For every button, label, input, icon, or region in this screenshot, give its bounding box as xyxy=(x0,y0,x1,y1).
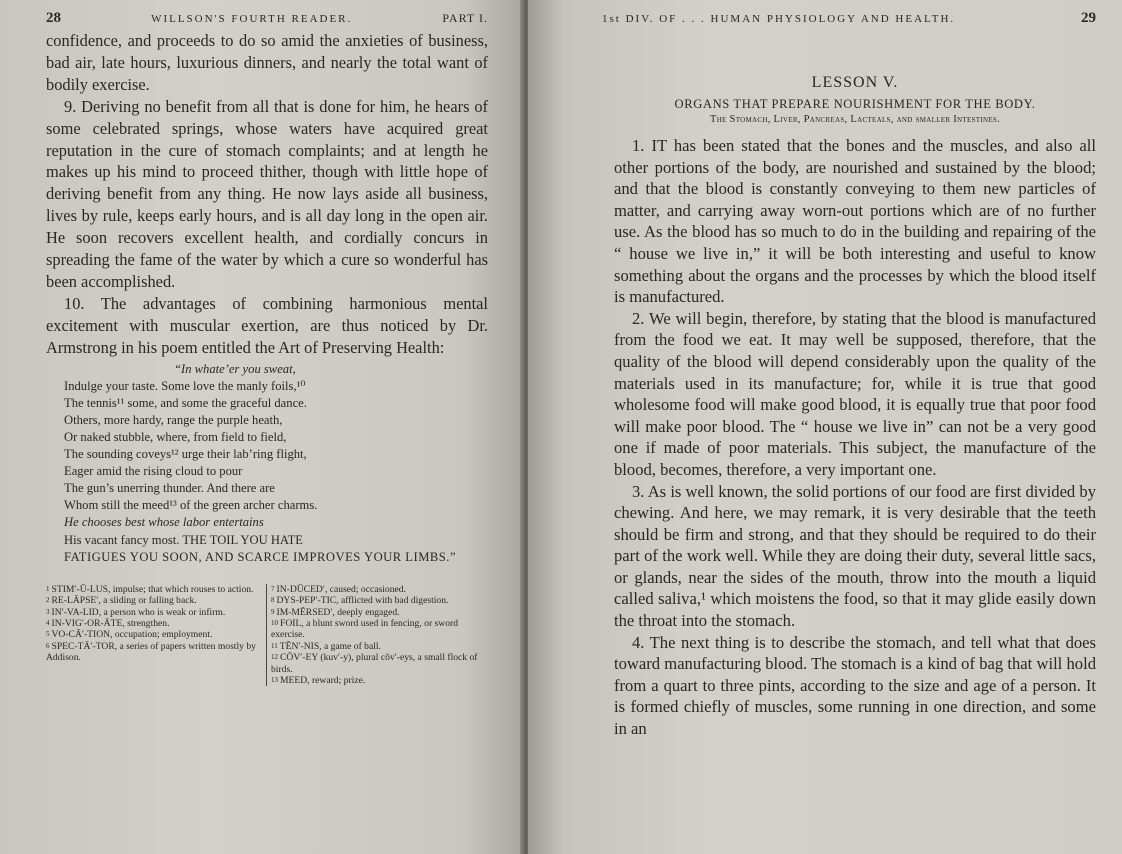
poem-line: Whom still the meed¹³ of the green archer charms. xyxy=(64,498,318,513)
footnote-text: VO-CĀ′-TION, occupation; employment. xyxy=(51,629,213,641)
right-paragraph: 2. We will begin, therefore, by stating that the blood is manufactured from the food we eat. It may well be supposed, therefore, that the quality of the blood will depend considerably upon the quality of the materials used in its manufacture; for, while it is true that good wholesome food will make good blood, it is equally true that poor food will make poor blood. The “ house we live in” can not be a very good one if made of poor materials. This subject, the manufacture of the blood, becomes, therefore, a very important one. xyxy=(614,308,1096,479)
right-paragraph: 4. The next thing is to describe the stomach, and tell what that does toward manufacturing blood. The stomach is a kind of bag that will hold from a quart to three pints, according to the size and age of a person. It is formed chiefly of muscles, some running in one direction, and some in an xyxy=(614,632,1096,739)
right-running-title: 1st DIV. OF . . . HUMAN PHYSIOLOGY AND HEALTH. xyxy=(602,13,956,25)
footnotes-column-right xyxy=(267,584,488,687)
lesson-subtitle: ORGANS THAT PREPARE NOURISHMENT FOR THE BODY. xyxy=(674,97,1036,111)
poem-line: FATIGUES YOU SOON, AND SCARCE IMPROVES YOUR LIMBS.” xyxy=(64,549,457,564)
poem-line: Eager amid the rising cloud to pour xyxy=(64,464,243,479)
footnote-number: 9 xyxy=(271,607,275,616)
footnote xyxy=(271,675,488,686)
footnote-number: 7 xyxy=(271,584,275,593)
footnote-number: 13 xyxy=(271,675,278,684)
footnote-number: 11 xyxy=(271,641,278,650)
footnote-number: 1 xyxy=(46,584,50,593)
lesson-subsubtitle: The Stomach, Liver, Pancreas, Lacteals, and smaller Intestines. xyxy=(709,114,1001,125)
footnote xyxy=(46,618,262,629)
poem-line: The gun’s unerring thunder. And there are xyxy=(64,481,275,496)
footnote xyxy=(271,607,488,618)
footnote xyxy=(46,607,262,618)
left-paragraph: confidence, and proceeds to do so amid the anxieties of business, bad air, late hours, luxurious dinners, and nearly the total want of bodily exercise. xyxy=(46,31,488,94)
footnote-number: 6 xyxy=(46,641,50,650)
right-page xyxy=(528,0,1122,854)
footnote-number: 5 xyxy=(46,630,50,639)
right-running-head xyxy=(602,6,1096,30)
footnote xyxy=(46,641,262,664)
footnote-text: IN-DŪCED′, caused; occasioned. xyxy=(276,583,406,595)
poem-line: “In whate’er you sweat, xyxy=(174,361,296,376)
footnote-text: CŌV′-EY (kuv′-y), plural cŏv′-eys, a small flock of birds. xyxy=(271,652,478,675)
poem-line: The sounding coveys¹² urge their lab’ring flight, xyxy=(64,447,307,462)
poem-line: Indulge your taste. Some love the manly foils,¹⁰ xyxy=(64,378,306,393)
lesson-title: LESSON V. xyxy=(811,74,899,91)
right-body-text xyxy=(614,135,1096,740)
footnote xyxy=(271,595,488,606)
left-running-title: WILLSON'S FOURTH READER. xyxy=(151,13,353,25)
left-body-text xyxy=(46,30,488,359)
poem-line: He chooses best whose labor entertains xyxy=(64,515,264,530)
footnote-number: 8 xyxy=(271,596,275,605)
left-paragraph: 10. The advantages of combining harmonious mental excitement with muscular exertion, are thus noticed by Dr. Armstrong in his poem entitled the Art of Preserving Health: xyxy=(46,293,488,357)
footnote xyxy=(46,595,262,606)
left-part-label: PART I. xyxy=(442,11,488,25)
footnote-number: 2 xyxy=(46,596,50,605)
footnotes xyxy=(46,584,488,687)
left-running-head xyxy=(46,6,488,30)
footnote xyxy=(271,641,488,652)
footnote-text: IM-MĔRSED′, deeply engaged. xyxy=(276,606,400,618)
footnote-text: SPEC-TĀ′-TOR, a series of papers written mostly by Addison. xyxy=(46,640,256,664)
right-paragraph: 3. As is well known, the solid portions of our food are first divided by chewing. And here, we may remark, it is very desirable that the teeth should be firm and strong, and that they should be required to do their part of the work well. While they are doing their duty, several little sacs, or glands, near the sides of the mouth, throw into the mouth a liquid called saliva,¹ which moistens the food, so that it may glide easily down the throat into the stomach. xyxy=(614,481,1096,631)
footnote-text: FOIL, a blunt sword used in fencing, or sword exercise. xyxy=(271,617,458,641)
footnote xyxy=(46,584,262,595)
right-paragraph: 1. IT has been stated that the bones and the muscles, and also all other portions of the body, are nourished and sustained by the blood; and that the blood is constantly conveying to them new particles of matter, and carrying away worn-out portions which are of no further use. As the blood has so much to do in the building and repairing of the “ house we live in,” it will be both interesting and useful to know something about the organs and the processes by which the blood itself is manufactured. xyxy=(614,136,1096,307)
poem-line: Others, more hardy, range the purple heath, xyxy=(64,412,283,427)
poem-line: Or naked stubble, where, from field to field, xyxy=(64,429,287,444)
footnote xyxy=(271,618,488,641)
left-page xyxy=(0,0,524,854)
poem-quotation xyxy=(64,361,488,566)
footnote xyxy=(46,629,262,640)
footnote-text: IN-VIG′-OR-ĀTE, strengthen. xyxy=(51,617,170,629)
footnote-number: 3 xyxy=(46,607,50,616)
footnote-text: RE-LĀPSE′, a sliding or falling back. xyxy=(51,595,197,607)
footnote-text: IN′-VA-LID, a person who is weak or infirm. xyxy=(51,606,226,618)
footnote xyxy=(271,652,488,675)
poem-line: His vacant fancy most. THE TOIL YOU HATE xyxy=(64,532,304,547)
right-page-number: 29 xyxy=(1081,10,1096,26)
left-paragraph: 9. Deriving no benefit from all that is done for him, he hears of some celebrated springs, whose waters have acquired great reputation in the cure of stomach complaints; and at length he makes up his mind to proceed thither, though with little hope of deriving benefit from any thing. He now lays aside all business, lives by rule, keeps early hours, and is all day long in the open air. He soon recovers excellent health, and cordially concurs in spreading the fame of the water by which a cure so wonderful has been accomplished. xyxy=(46,96,488,291)
footnote-text: TĔN′-NIS, a game of ball. xyxy=(279,640,381,652)
left-page-number: 28 xyxy=(46,10,61,26)
footnote xyxy=(271,584,488,595)
footnote-text: DYS-PEP′-TIC, afflicted with bad digestion. xyxy=(276,595,449,607)
footnote-text: STIM′-Ū-LUS, impulse; that which rouses to action. xyxy=(51,583,254,595)
footnotes-column-left xyxy=(46,584,267,687)
footnote-number: 4 xyxy=(46,618,50,627)
footnote-text: MEED, reward; prize. xyxy=(280,674,366,686)
footnote-number: 10 xyxy=(271,618,278,627)
footnote-number: 12 xyxy=(271,653,278,662)
poem-line: The tennis¹¹ some, and some the graceful dance. xyxy=(64,395,307,410)
